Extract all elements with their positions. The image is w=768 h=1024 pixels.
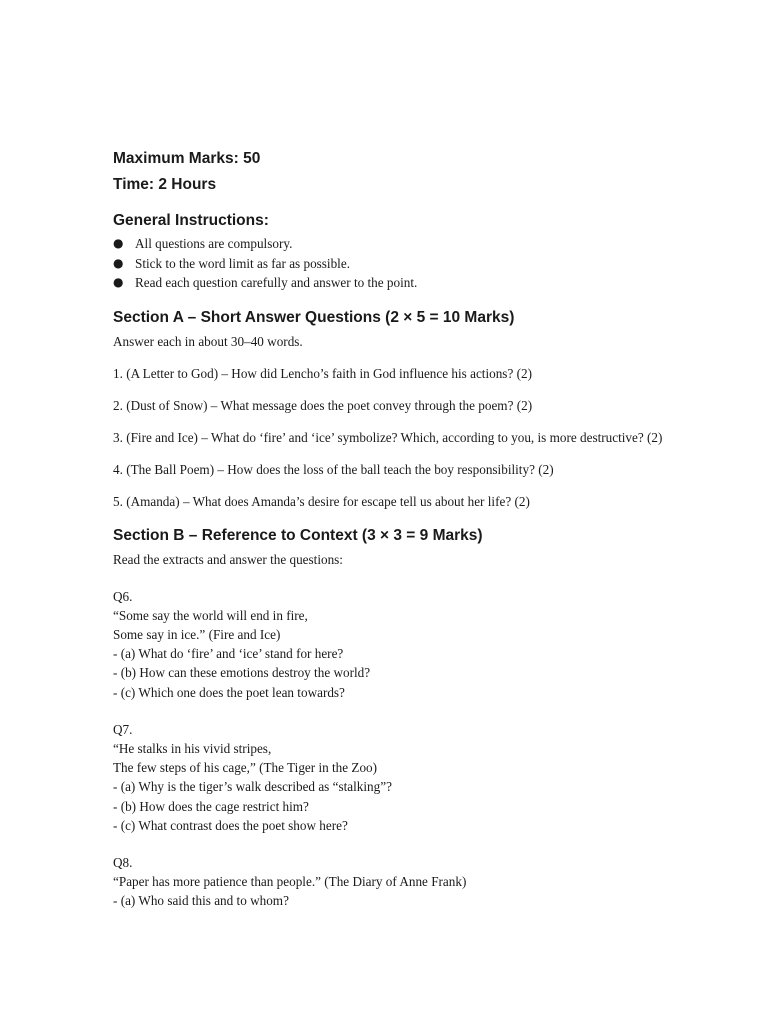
section-b-title: Section B – Reference to Context (3 × 3 = 9 Marks): [113, 526, 483, 544]
question-7-block: [113, 720, 713, 835]
bullet-icon: ●: [113, 255, 124, 270]
extract-line: Some say in ice.” (Fire and Ice): [113, 626, 281, 642]
extract-line: “Paper has more patience than people.” (The Diary of Anne Frank): [113, 874, 467, 890]
section-a-note: Answer each in about 30–40 words.: [113, 333, 303, 349]
question-number: Q6.: [113, 588, 133, 604]
question-5: 5. (Amanda) – What does Amanda’s desire for escape tell us about her life? (2): [113, 493, 530, 509]
question-number: Q7.: [113, 721, 133, 737]
question-1: 1. (A Letter to God) – How did Lencho’s faith in God influence his actions? (2): [113, 365, 532, 381]
question-3: 3. (Fire and Ice) – What do ‘fire’ and ‘ice’ symbolize? Which, according to you, is more destructive? (2): [113, 429, 663, 445]
question-6-block: [113, 587, 713, 702]
bullet-icon: ●: [113, 236, 124, 250]
sub-question: - (a) Why is the tiger’s walk described as “stalking”?: [113, 779, 392, 795]
question-2: 2. (Dust of Snow) – What message does the poet convey through the poem? (2): [113, 397, 533, 413]
extract-line: “He stalks in his vivid stripes,: [113, 740, 272, 756]
time-limit: Time: 2 Hours: [113, 176, 217, 193]
max-marks: Maximum Marks: 50: [113, 150, 261, 167]
question-4: 4. (The Ball Poem) – How does the loss of the ball teach the boy responsibility? (2): [113, 461, 554, 477]
instruction-item: ● All questions are compulsory.: [113, 234, 713, 254]
instruction-item: ● Stick to the word limit as far as possible.: [113, 254, 713, 274]
sub-question: - (c) Which one does the poet lean towards?: [113, 684, 345, 700]
sub-question: - (a) Who said this and to whom?: [113, 893, 289, 909]
sub-question: - (b) How does the cage restrict him?: [113, 798, 309, 814]
extract-line: The few steps of his cage,” (The Tiger in the Zoo): [113, 760, 378, 776]
section-b-note: Read the extracts and answer the questions:: [113, 551, 343, 567]
sub-question: - (c) What contrast does the poet show here?: [113, 817, 348, 833]
question-8-block: [113, 853, 713, 911]
section-a-title: Section A – Short Answer Questions (2 × 5 = 10 Marks): [113, 308, 515, 326]
exam-paper: [113, 146, 713, 911]
bullet-icon: ●: [113, 275, 124, 289]
instructions-title: General Instructions:: [113, 212, 269, 229]
extract-line: “Some say the world will end in fire,: [113, 607, 308, 623]
instructions-list: [113, 234, 713, 293]
question-number: Q8.: [113, 854, 133, 870]
sub-question: - (a) What do ‘fire’ and ‘ice’ stand for here?: [113, 646, 344, 662]
sub-question: - (b) How can these emotions destroy the world?: [113, 665, 371, 681]
instruction-item: ● Read each question carefully and answer to the point.: [113, 273, 713, 293]
